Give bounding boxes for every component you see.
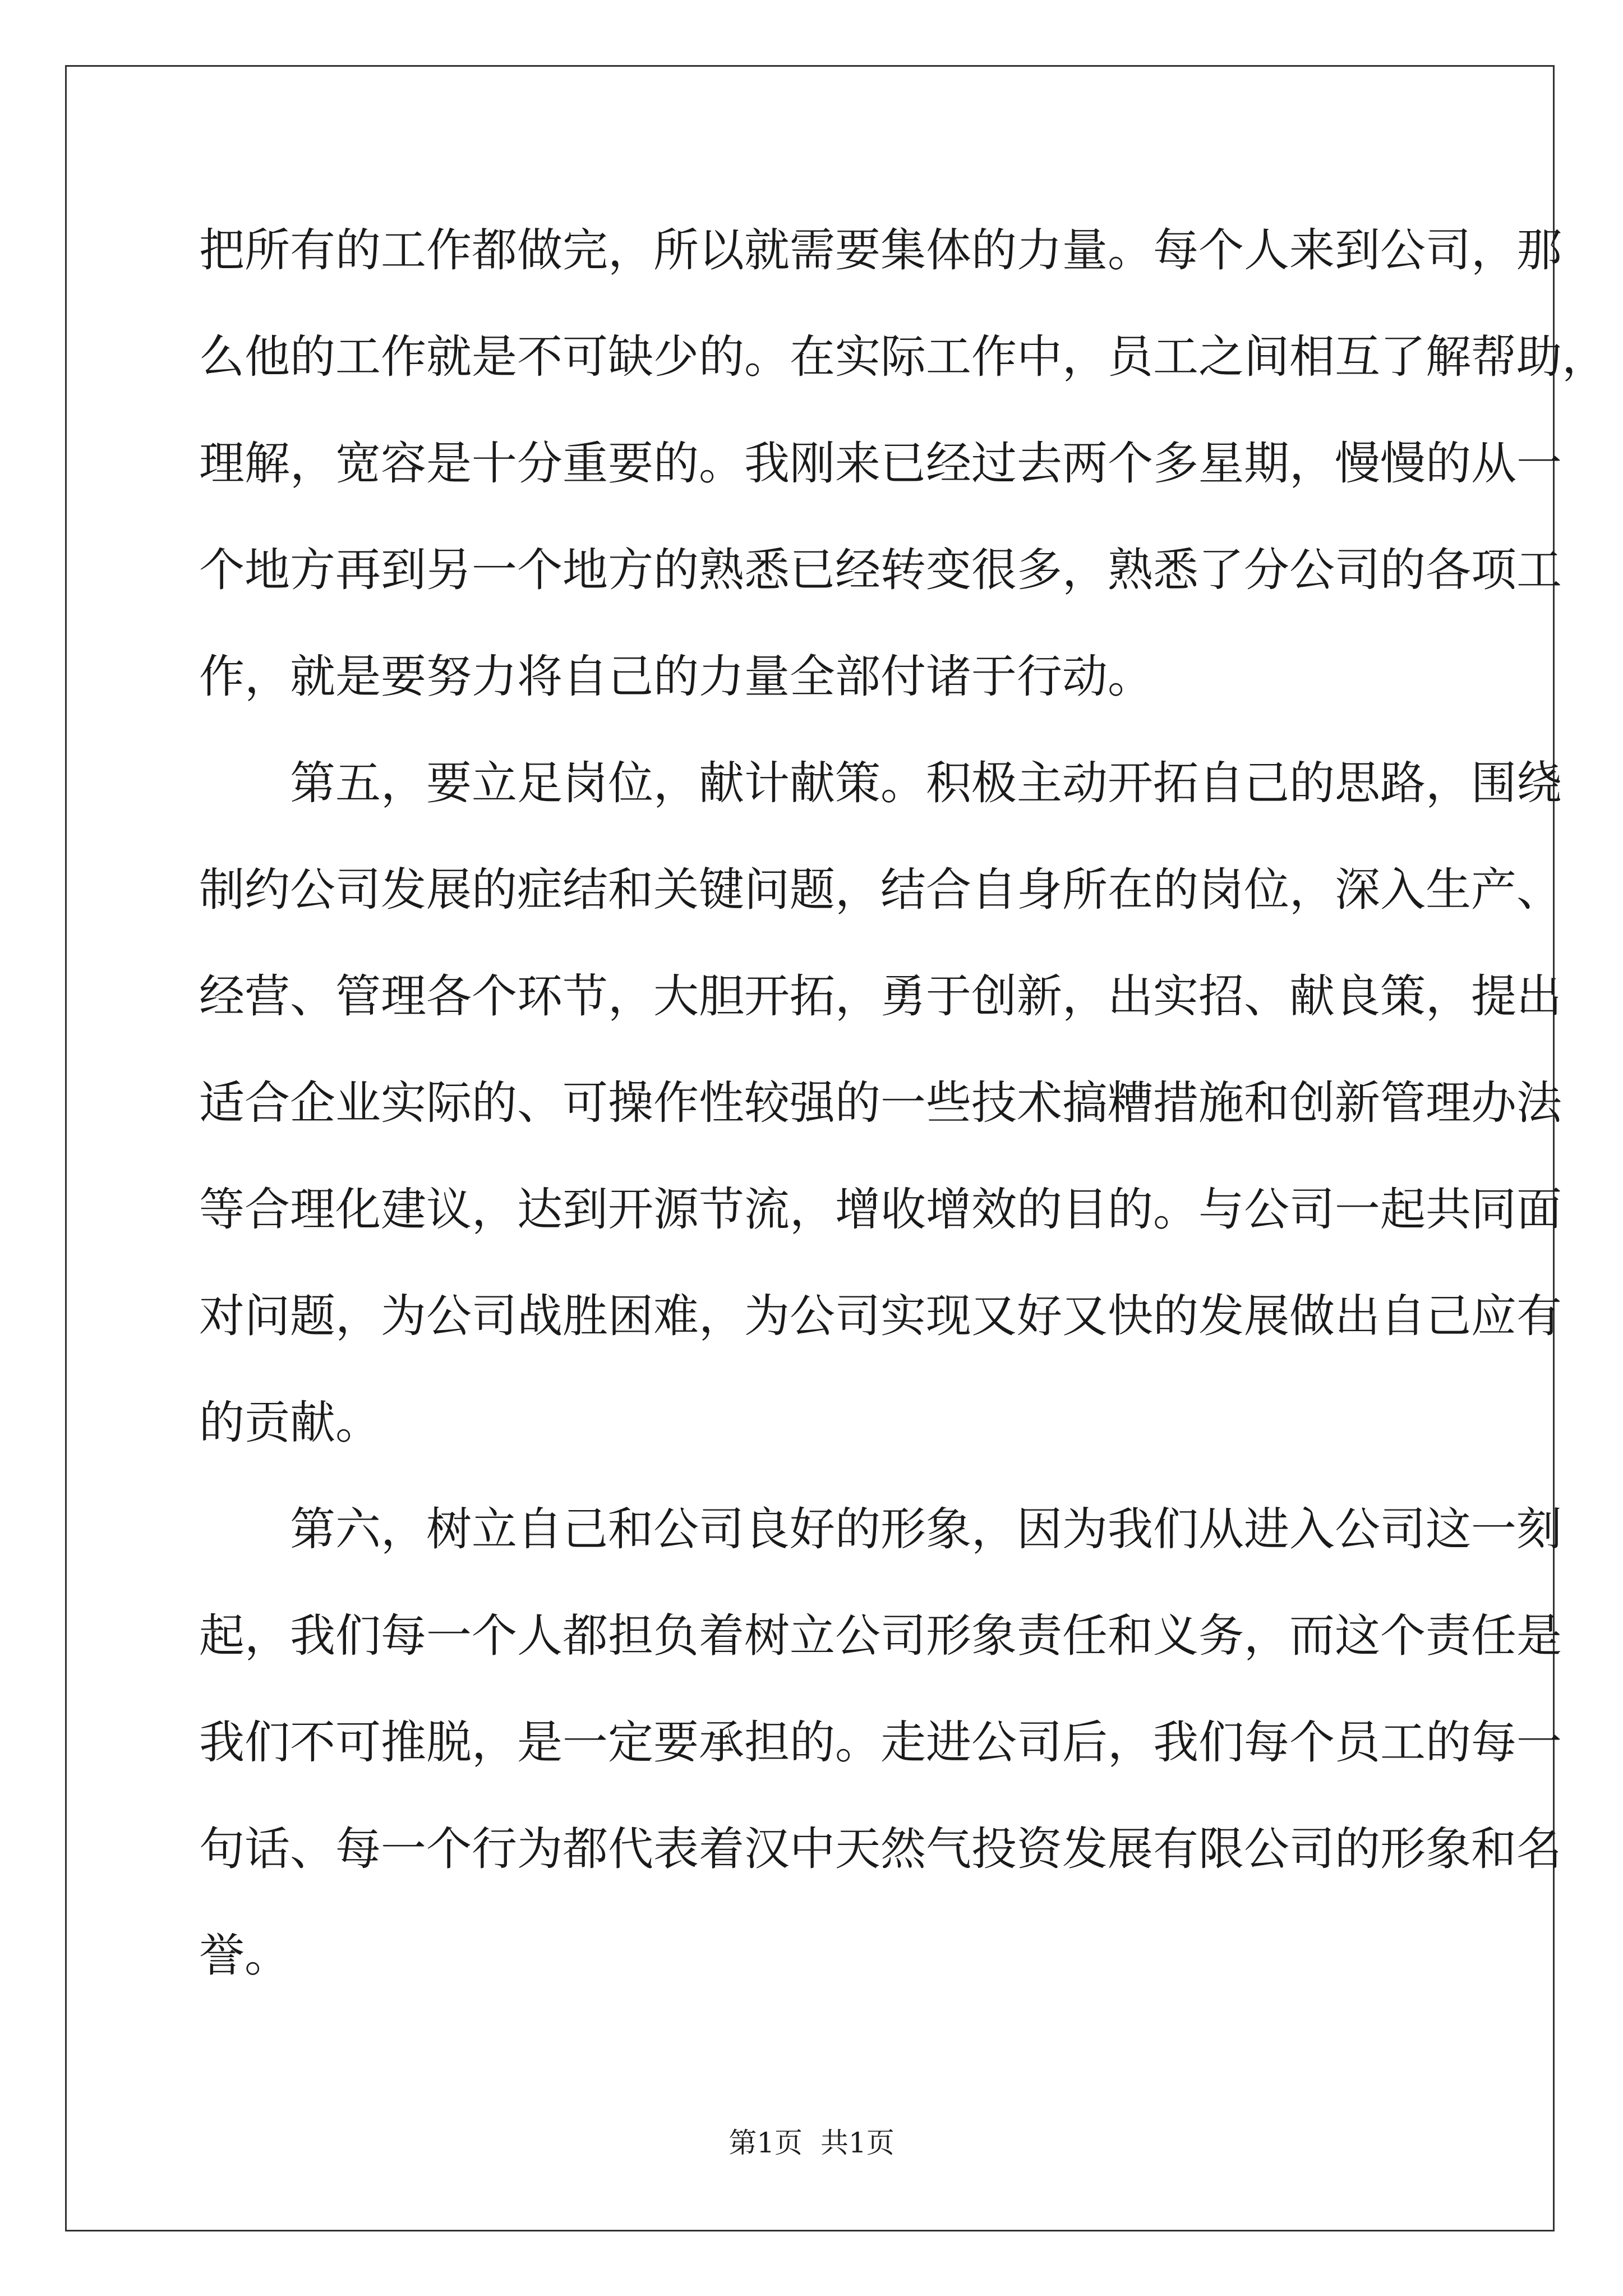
text-line: 我们不可推脱，是一定要承担的。走进公司后，我们每个员工的每一 xyxy=(199,1717,1562,1769)
text-line: 个地方再到另一个地方的熟悉已经转变很多，熟悉了分公司的各项工 xyxy=(199,544,1562,597)
text-line: 的贡献。 xyxy=(199,1397,381,1450)
text-line: 作，就是要努力将自己的力量全部付诸于行动。 xyxy=(199,651,1154,703)
text-line: 适合企业实际的、可操作性较强的一些技术搞糟措施和创新管理办法 xyxy=(199,1077,1562,1130)
document-body xyxy=(199,220,1608,2032)
text-line: 把所有的工作都做完，所以就需要集体的力量。每个人来到公司，那 xyxy=(199,224,1562,277)
page-footer xyxy=(0,2126,1623,2160)
text-line: 句话、每一个行为都代表着汉中天然气投资发展有限公司的形象和名 xyxy=(199,1823,1562,1876)
text-line: 制约公司发展的症结和关键问题，结合自身所在的岗位，深入生产、 xyxy=(199,864,1562,917)
page-number: 第1页 xyxy=(728,2127,803,2159)
paragraph-start-line: 第五，要立足岗位，献计献策。积极主动开拓自己的思路，围绕 xyxy=(290,757,1562,810)
text-line: 理解，宽容是十分重要的。我刚来已经过去两个多星期，慢慢的从一 xyxy=(199,438,1562,490)
text-line: 经营、管理各个环节，大胆开拓，勇于创新，出实招、献良策，提出 xyxy=(199,970,1562,1023)
page-total: 共1页 xyxy=(820,2127,895,2159)
text-line: 么他的工作就是不可缺少的。在实际工作中，员工之间相互了解帮助， xyxy=(199,331,1608,384)
text-line: 等合理化建议，达到开源节流，增收增效的目的。与公司一起共同面 xyxy=(199,1184,1562,1236)
text-line: 誉。 xyxy=(199,1930,291,1982)
text-line: 对问题，为公司战胜困难，为公司实现又好又快的发展做出自己应有 xyxy=(199,1290,1562,1343)
paragraph-start-line: 第六，树立自己和公司良好的形象，因为我们从进入公司这一刻 xyxy=(290,1503,1562,1556)
text-line: 起，我们每一个人都担负着树立公司形象责任和义务，而这个责任是 xyxy=(199,1610,1562,1663)
